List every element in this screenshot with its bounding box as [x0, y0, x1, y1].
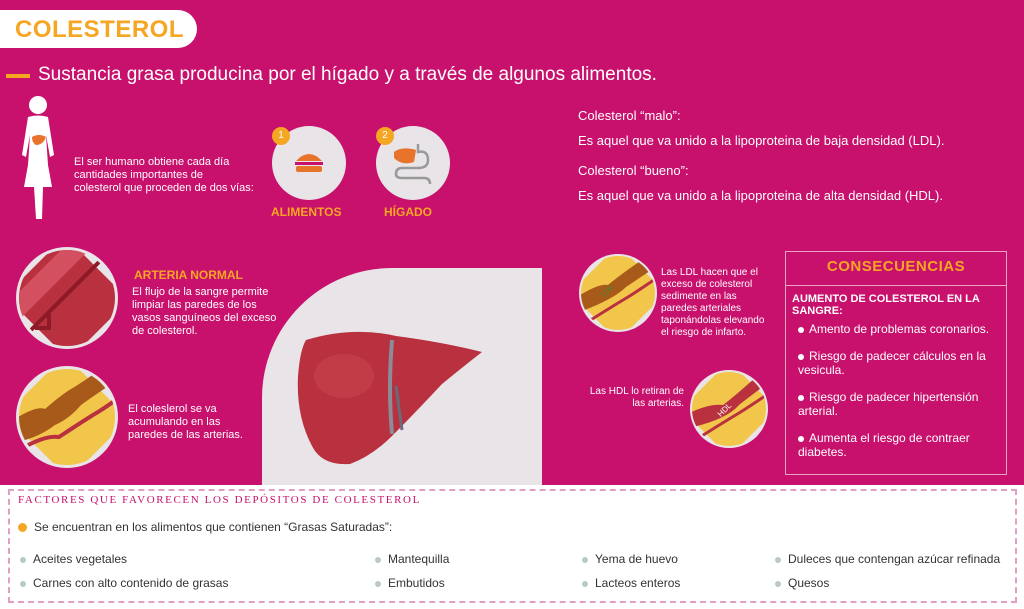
burger-icon	[294, 151, 324, 175]
factors-box	[8, 489, 1017, 603]
normal-artery-text: El flujo de la sangre permite limpiar las paredes de los vasos sanguíneos del exceso de colesterol.	[132, 286, 277, 337]
human-figure-icon	[12, 95, 64, 220]
bullet-icon	[375, 557, 381, 563]
bad-cholesterol-label: Colesterol “malo”:	[578, 108, 681, 123]
hdl-tag: HDL	[715, 400, 734, 419]
food-item: Duleces que contengan azúcar refinada	[775, 552, 1000, 566]
food-item: Aceites vegetales	[20, 552, 127, 566]
ldl-text: Las LDL hacen que el exceso de colesterol sedimente en las paredes arteriales taponándolas elevando el riesgo de infarto.	[661, 267, 765, 338]
normal-artery-title: ARTERIA NORMAL	[134, 268, 243, 282]
food-item: Lacteos enteros	[582, 576, 680, 590]
hdl-text: Las HDL lo retiran de las arterias.	[589, 386, 684, 409]
consequence-item: Riesgo de padecer hipertensión arterial.	[798, 390, 979, 418]
food-item: Carnes con alto contenido de grasas	[20, 576, 228, 590]
blocked-artery-icon	[15, 365, 119, 469]
ldl-artery-icon	[578, 253, 658, 333]
bullet-icon	[582, 581, 588, 587]
bullet-icon	[798, 436, 804, 442]
food-item: Mantequilla	[375, 552, 449, 566]
food-item: Quesos	[775, 576, 829, 590]
intro-text: El ser humano obtiene cada día cantidades importantes de colesterol que proceden de dos vías:	[74, 156, 254, 194]
food-item: Yema de huevo	[582, 552, 678, 566]
good-cholesterol-label: Colesterol “bueno”:	[578, 163, 689, 178]
consequence-item: Aumenta el riesgo de contraer diabetes.	[798, 431, 970, 459]
bullet-icon	[798, 327, 804, 333]
factors-subtitle: Se encuentran en los alimentos que contienen “Grasas Saturadas”:	[34, 520, 393, 534]
bullet-icon	[582, 557, 588, 563]
bullet-icon	[775, 557, 781, 563]
liver-icon	[292, 326, 488, 466]
good-cholesterol-text: Es aquel que va unido a la lipoproteina de alta densidad (HDL).	[578, 188, 943, 203]
subtitle: Sustancia grasa producina por el hígado y a través de algunos alimentos.	[38, 64, 657, 85]
source-foods-number: 1	[272, 127, 290, 145]
consequence-item: Amento de problemas coronarios.	[798, 322, 998, 336]
factors-title: FACTORES QUE FAVORECEN LOS DEPÓSITOS DE COLESTEROL	[18, 494, 421, 506]
title-banner	[0, 10, 197, 48]
consequences-divider	[786, 285, 1006, 286]
bad-cholesterol-text: Es aquel que va unido a la lipoproteina de baja densidad (LDL).	[578, 133, 945, 148]
bullet-icon	[20, 581, 26, 587]
bullet-icon	[375, 581, 381, 587]
ldl-tag: LDL	[598, 281, 616, 299]
bullet-icon	[775, 581, 781, 587]
hdl-artery-icon	[689, 369, 769, 449]
bullet-icon	[798, 354, 804, 360]
digestive-system-icon	[388, 138, 440, 190]
source-foods-label: ALIMENTOS	[271, 205, 342, 219]
page-title: COLESTEROL	[15, 16, 185, 43]
blocked-artery-text: El coleslerol se va acumulando en las paredes de las arterias.	[128, 403, 243, 441]
consequences-box	[785, 251, 1007, 475]
bullet-icon	[20, 557, 26, 563]
bullet-icon	[798, 395, 804, 401]
consequences-title: CONSECUENCIAS	[826, 258, 966, 275]
subtitle-accent-bar	[6, 74, 30, 78]
source-liver-number: 2	[376, 127, 394, 145]
source-liver-label: HÍGADO	[384, 205, 432, 219]
consequence-item: Riesgo de padecer cálculos en la vesicula.	[798, 349, 986, 377]
food-item: Embutidos	[375, 576, 445, 590]
consequences-subtitle: AUMENTO DE COLESTEROL EN LA SANGRE:	[792, 293, 980, 317]
orange-dot-icon	[18, 523, 27, 532]
normal-artery-icon	[15, 246, 119, 350]
